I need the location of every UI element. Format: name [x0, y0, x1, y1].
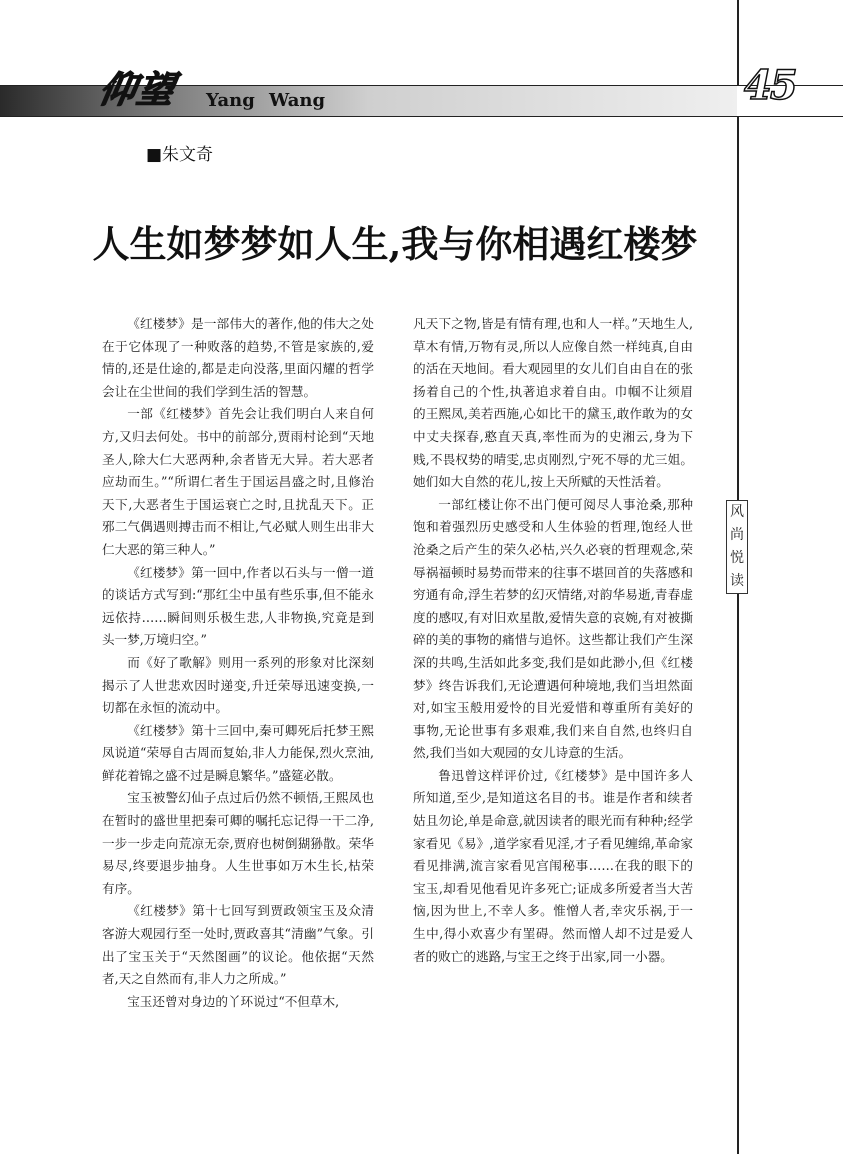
section-label-char: 读 — [730, 573, 744, 589]
article-column-right — [413, 313, 693, 968]
body-paragraph: 《红楼梦》第十三回中,秦可卿死后托梦王熙凤说道“荣辱自古周而复始,非人力能保,烈火烹油,鲜花着锦之盛不过是瞬息繁华。”盛筵必散。 — [102, 722, 374, 783]
body-paragraph: 鲁迅曾这样评价过,《红楼梦》是中国许多人所知道,至少,是知道这名目的书。谁是作者和续者姑且勿论,单是命意,就因读者的眼光而有种种;经学家看见《易》,道学家看见淫,才子看见缠绵,革命家看见排满,流言家看见宫闱秘事……在我的眼下的宝玉,却看见他看见许多死亡;证成多所爱者当大苦恼,因为世上,不幸人多。惟憎人者,幸灾乐祸,于一生中,得小欢喜少有罣碍。然而憎人却不过是爱人者的败亡的逃路,与宝王之终于出家,同一小器。 — [413, 767, 693, 964]
column-logo: 仰望 — [95, 70, 180, 111]
body-paragraph: 一部红楼让你不出门便可阅尽人事沧桑,那种饱和着强烈历史感受和人生体验的哲理,饱经人世沧桑之后产生的荣久必枯,兴久必衰的哲理观念,荣辱祸福顿时易势而带来的往事不堪回首的失落感和穷通有命,浮生若梦的幻灭情绪,对韵华易逝,青春虚度的感叹,有对旧欢星散,爱情失意的哀婉,有对被撕碎的美的事物的痛惜与追怀。这些都让我们产生深深的共鸣,生活如此多变,我们是如此渺小,但《红楼梦》终告诉我们,无论遭遇何种境地,我们当坦然面对,如宝玉般用爱怜的目光爱惜和尊重所有美好的事物,无论世事有多艰难,我们来自自然,也终归自然,我们当如大观园的女儿诗意的生活。 — [413, 496, 693, 761]
section-label-char: 悦 — [730, 550, 744, 566]
body-paragraph: 一部《红楼梦》首先会让我们明白人来自何方,又归去何处。书中的前部分,贾雨村论到“天地圣人,除大仁大恶两种,余者皆无大异。若大恶者应劫而生。”“所谓仁者生于国运昌盛之时,且修治天下,大恶者生于国运衰亡之时,且扰乱天下。正邪二气偶遇则搏击而不相让,气必赋人则生出非大仁大恶的第三种人。” — [102, 406, 374, 557]
article-author: ■朱文奇 — [146, 145, 214, 165]
section-label-char: 尚 — [730, 527, 744, 543]
body-paragraph: 宝玉还曾对身边的丫环说过“不但草木, — [127, 993, 340, 1009]
body-paragraph: 《红楼梦》第一回中,作者以石头与一僧一道的谈话方式写到:“那红尘中虽有些乐事,但不能永远依持……瞬间则乐极生悲,人非物换,究竟是到头一梦,万境归空。” — [102, 564, 374, 648]
article-title: 人生如梦梦如人生,我与你相遇红楼梦 — [92, 222, 698, 266]
body-paragraph: 《红楼梦》第十七回写到贾政领宝玉及众清客游大观园行至一处时,贾政喜其“清幽”气象。引出了宝玉关于“天然图画”的议论。他依据“天然者,天之自然而有,非人力之所成。” — [102, 903, 374, 987]
body-paragraph: 宝玉被警幻仙子点过后仍然不顿悟,王熙凤也在暂时的盛世里把秦可卿的嘱托忘记得一干二净,一步一步走向荒凉无奈,贾府也树倒猢狲散。荣华易尽,终要退步抽身。人生世事如万木生长,枯荣有序。 — [102, 790, 374, 896]
column-logo-english: Yang Wang — [206, 90, 326, 111]
article-column-left — [102, 313, 374, 1013]
body-paragraph: 而《好了歌解》则用一系列的形象对比深刻揭示了人世悲欢因时递变,升迁荣辱迅速变换,一切都在永恒的流动中。 — [102, 654, 374, 716]
section-label-char: 风 — [730, 504, 744, 520]
body-paragraph: 凡天下之物,皆是有情有理,也和人一样。”天地生人,草木有情,万物有灵,所以人应像自然一样纯真,自由的活在天地间。看大观园里的女儿们自由自在的张扬着自己的个性,执著追求着自由。巾帼不让须眉的王熙凤,美若西施,心如比干的黛玉,敢作敢为的女中丈夫探春,憨直天真,率性而为的史湘云,身为下贱,不畏权势的晴雯,忠贞刚烈,宁死不辱的尤三姐。她们如大自然的花儿,按上天所赋的天性活着。 — [413, 316, 693, 490]
page-number: 45 — [744, 62, 796, 109]
section-label — [726, 500, 748, 594]
body-paragraph: 《红楼梦》是一部伟大的著作,他的伟大之处在于它体现了一种败落的趋势,不管是家族的,爱情的,还是仕途的,都是走向没落,里面闪耀的哲学会让在尘世间的我们学到生活的智慧。 — [102, 316, 374, 399]
